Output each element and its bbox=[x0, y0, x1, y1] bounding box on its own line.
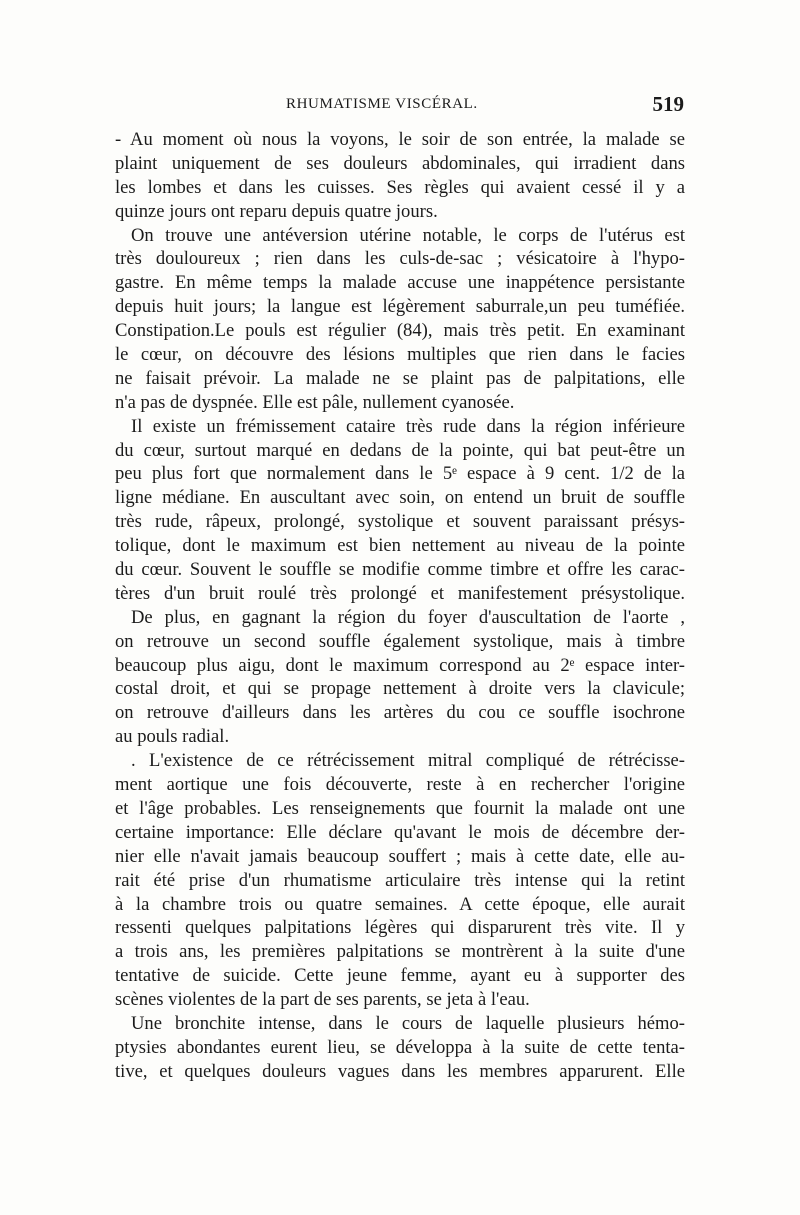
text-line: . L'existence de ce rétrécissement mitral compliqué de rétrécisse- bbox=[131, 750, 685, 772]
text-line: On trouve une antéversion utérine notable, le corps de l'utérus est bbox=[131, 224, 685, 246]
text-line: Il existe un frémissement cataire très rude dans la région inférieure bbox=[131, 415, 685, 437]
text-line: gastre. En même temps la malade accuse une inappétence persistante bbox=[115, 272, 685, 294]
text-line: Une bronchite intense, dans le cours de laquelle plusieurs hémo- bbox=[131, 1012, 685, 1034]
text-line: ne faisait prévoir. La malade ne se plaint pas de palpitations, elle bbox=[115, 367, 685, 389]
text-line: rait été prise d'un rhumatisme articulaire très intense qui la retint bbox=[115, 869, 685, 891]
text-line: quinze jours ont reparu depuis quatre jours. bbox=[115, 200, 438, 222]
text-line: du cœur. Souvent le souffle se modifie comme timbre et offre les carac- bbox=[115, 559, 685, 581]
text-line: le cœur, on découvre des lésions multiples que rien dans le facies bbox=[115, 344, 685, 366]
text-line: ment aortique une fois découverte, reste à en rechercher l'origine bbox=[115, 774, 685, 796]
text-line: très rude, râpeux, prolongé, systolique et souvent paraissant présys- bbox=[115, 511, 685, 533]
text-line: au pouls radial. bbox=[115, 726, 230, 748]
text-line: ressenti quelques palpitations légères qui disparurent très vite. Il y bbox=[115, 917, 685, 939]
text-line: très douloureux ; rien dans les culs-de-sac ; vésicatoire à l'hypo- bbox=[115, 248, 685, 270]
text-line: Constipation.Le pouls est régulier (84), mais très petit. En examinant bbox=[115, 320, 685, 342]
text-line: tentative de suicide. Cette jeune femme, ayant eu à supporter des bbox=[115, 965, 685, 987]
running-title: RHUMATISME VISCÉRAL. bbox=[286, 96, 478, 112]
text-line: peu plus fort que normalement dans le 5ᵉ espace à 9 cent. 1/2 de la bbox=[115, 463, 685, 485]
text-line: a trois ans, les premières palpitations se montrèrent à la suite d'une bbox=[115, 941, 685, 963]
text-line: ligne médiane. En auscultant avec soin, on entend un bruit de souffle bbox=[115, 487, 685, 509]
text-line: du cœur, surtout marqué en dedans de la pointe, qui bat peut-être un bbox=[115, 439, 685, 461]
text-line: depuis huit jours; la langue est légèrement saburrale,un peu tuméfiée. bbox=[115, 296, 685, 318]
body-text bbox=[115, 128, 685, 1084]
text-line: ptysies abondantes eurent lieu, se développa à la suite de cette tenta- bbox=[115, 1036, 685, 1058]
text-line: tères d'un bruit roulé très prolongé et manifestement présystolique. bbox=[115, 582, 685, 604]
text-line: scènes violentes de la part de ses parents, se jeta à l'eau. bbox=[115, 989, 530, 1011]
page-header bbox=[118, 92, 684, 122]
page-number: 519 bbox=[652, 92, 684, 116]
text-line: les lombes et dans les cuisses. Ses règles qui avaient cessé il y a bbox=[115, 176, 685, 198]
text-line: et l'âge probables. Les renseignements que fournit la malade ont une bbox=[115, 797, 685, 819]
text-line: beaucoup plus aigu, dont le maximum correspond au 2ᵉ espace inter- bbox=[115, 654, 685, 676]
text-line: De plus, en gagnant la région du foyer d'auscultation de l'aorte , bbox=[131, 606, 685, 628]
text-line: tive, et quelques douleurs vagues dans les membres apparurent. Elle bbox=[115, 1060, 685, 1082]
text-line: costal droit, et qui se propage nettement à droite vers la clavicule; bbox=[115, 678, 685, 700]
text-line: n'a pas de dyspnée. Elle est pâle, nullement cyanosée. bbox=[115, 391, 515, 413]
text-line: on retrouve d'ailleurs dans les artères du cou ce souffle isochrone bbox=[115, 702, 685, 724]
text-line: plaint uniquement de ses douleurs abdominales, qui irradient dans bbox=[115, 152, 685, 174]
text-line: à la chambre trois ou quatre semaines. A cette époque, elle aurait bbox=[115, 893, 685, 915]
text-line: certaine importance: Elle déclare qu'avant le mois de décembre der- bbox=[115, 821, 685, 843]
text-line: nier elle n'avait jamais beaucoup souffert ; mais à cette date, elle au- bbox=[115, 845, 685, 867]
text-line: on retrouve un second souffle également systolique, mais à timbre bbox=[115, 630, 685, 652]
text-line: - Au moment où nous la voyons, le soir de son entrée, la malade se bbox=[115, 129, 685, 150]
text-line: tolique, dont le maximum est bien nettement au niveau de la pointe bbox=[115, 535, 685, 557]
